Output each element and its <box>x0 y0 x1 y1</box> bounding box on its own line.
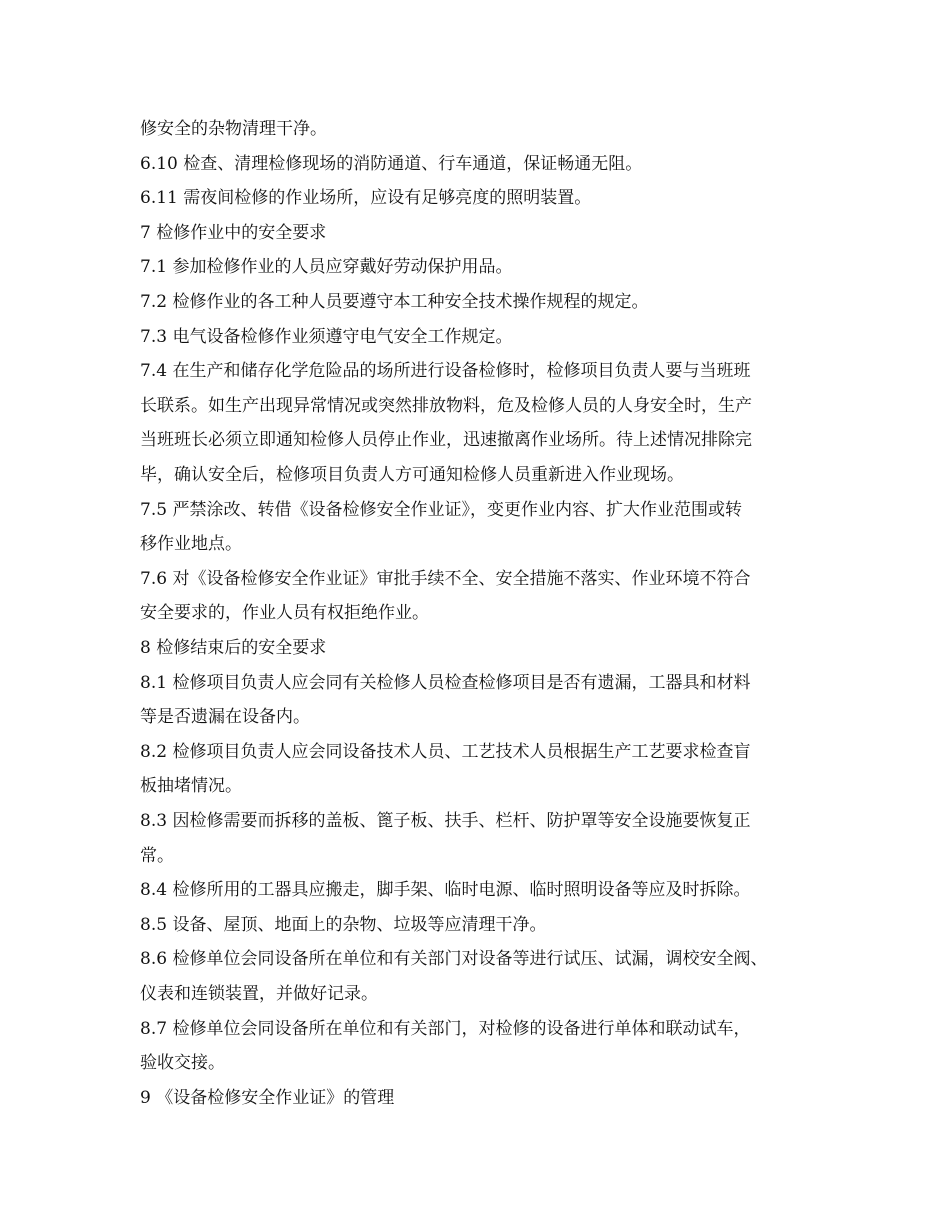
text-line: 长联系。如生产出现异常情况或突然排放物料，危及检修人员的人身安全时，生产 <box>140 395 752 416</box>
text-line: 8.2 检修项目负责人应会同设备技术人员、工艺技术人员根据生产工艺要求检查盲 <box>140 741 751 762</box>
text-line: 毕，确认安全后，检修项目负责人方可通知检修人员重新进入作业现场。 <box>140 465 684 485</box>
text-line: 安全要求的，作业人员有权拒绝作业。 <box>140 603 429 624</box>
text-line: 7.3 电气设备检修作业须遵守电气安全工作规定。 <box>140 326 513 347</box>
text-line: 常。 <box>140 845 174 866</box>
text-line: 板抽堵情况。 <box>140 776 242 797</box>
text-line: 移作业地点。 <box>140 534 242 555</box>
text-line: 8 检修结束后的安全要求 <box>140 638 327 658</box>
text-line: 8.7 检修单位会同设备所在单位和有关部门，对检修的设备进行单体和联动试车， <box>140 1018 751 1039</box>
text-line: 8.3 因检修需要而拆移的盖板、篦子板、扶手、栏杆、防护罩等安全设施要恢复正 <box>140 811 751 831</box>
text-line: 7 检修作业中的安全要求 <box>140 222 327 243</box>
text-line: 8.5 设备、屋顶、地面上的杂物、垃圾等应清理干净。 <box>140 914 547 935</box>
text-line: 仪表和连锁装置，并做好记录。 <box>140 984 378 1004</box>
text-line: 7.4 在生产和储存化学危险品的场所进行设备检修时，检修项目负责人要与当班班 <box>140 361 751 382</box>
text-line: 等是否遗漏在设备内。 <box>140 707 310 728</box>
text-line: 修安全的杂物清理干净。 <box>140 119 327 139</box>
text-line: 6.10 检查、清理检修现场的消防通道、行车通道，保证畅通无阻。 <box>140 153 643 174</box>
text-line: 7.5 严禁涂改、转借《设备检修安全作业证》，变更作业内容、扩大作业范围或转 <box>140 499 742 520</box>
text-line: 8.6 检修单位会同设备所在单位和有关部门对设备等进行试压、试漏，调校安全阀、 <box>140 949 768 970</box>
text-line: 8.1 检修项目负责人应会同有关检修人员检查检修项目是否有遗漏，工器具和材料 <box>140 672 751 693</box>
text-line: 7.2 检修作业的各工种人员要遵守本工种安全技术操作规程的规定。 <box>140 292 649 312</box>
text-line: 当班班长必须立即通知检修人员停止作业，迅速撤离作业场所。待上述情况排除完 <box>140 430 752 451</box>
text-line: 9 《设备检修安全作业证》的管理 <box>140 1087 395 1108</box>
text-line: 7.6 对《设备检修安全作业证》审批手续不全、安全措施不落实、作业环境不符合 <box>140 568 751 589</box>
text-line: 6.11 需夜间检修的作业场所，应设有足够亮度的照明装置。 <box>140 188 592 209</box>
text-line: 7.1 参加检修作业的人员应穿戴好劳动保护用品。 <box>140 257 513 278</box>
text-line: 8.4 检修所用的工器具应搬走，脚手架、临时电源、临时照明设备等应及时拆除。 <box>140 880 751 901</box>
text-line: 验收交接。 <box>140 1053 225 1074</box>
